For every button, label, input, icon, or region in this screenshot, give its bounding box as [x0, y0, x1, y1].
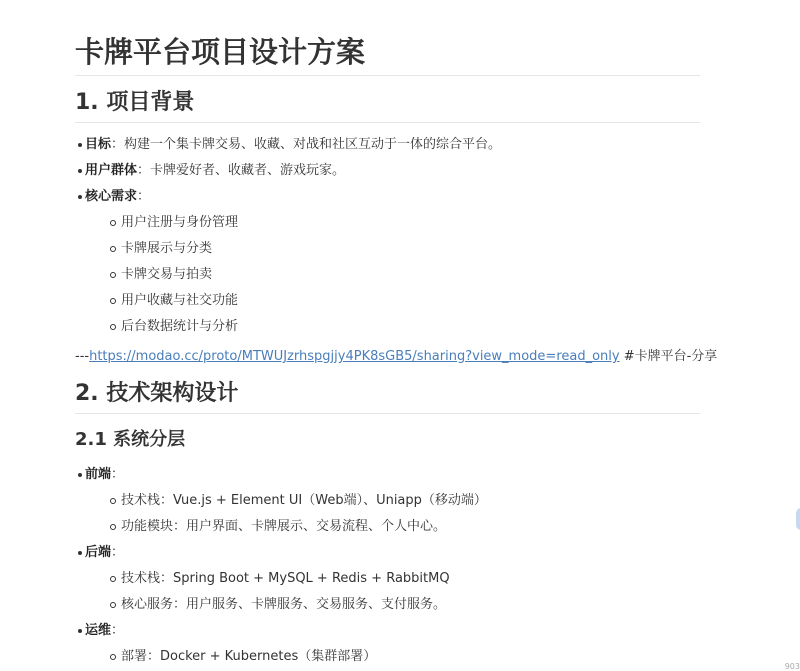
frontend-item: 功能模块：用户界面、卡牌展示、交易流程、个人中心。 — [121, 517, 446, 537]
core-need-item: 卡牌展示与分类 — [121, 239, 212, 259]
page-title: 卡牌平台项目设计方案 — [75, 33, 700, 76]
core-needs-label: 核心需求 — [85, 189, 138, 204]
backend-sep: ： — [111, 545, 125, 560]
goal-label: 目标 — [85, 137, 112, 152]
prototype-link[interactable]: https://modao.cc/proto/MTWUJzrhspgjjy4PK8sGB5/sharing?view_mode=read_only — [89, 349, 620, 364]
share-link-line — [75, 347, 717, 367]
section-heading-architecture: 2. 技术架构设计 — [75, 379, 700, 414]
ops-label: 运维 — [85, 623, 112, 638]
list-item-core-needs — [85, 187, 150, 207]
backend-item: 技术栈：Spring Boot + MySQL + Redis + RabbitMQ — [121, 569, 450, 589]
share-tag: #卡牌平台-分享 — [619, 349, 718, 364]
section-heading-background: 1. 项目背景 — [75, 88, 700, 123]
users-text: ：卡牌爱好者、收藏者、游戏玩家。 — [137, 163, 346, 178]
core-need-item: 用户收藏与社交功能 — [121, 291, 238, 311]
ops-sep: ： — [111, 623, 125, 638]
scroll-indicator[interactable] — [796, 508, 800, 530]
core-need-item: 用户注册与身份管理 — [121, 213, 238, 233]
subsection-heading-layers: 2.1 系统分层 — [75, 429, 186, 450]
link-prefix: --- — [75, 349, 90, 364]
list-item-goal — [85, 135, 501, 155]
goal-text: ：构建一个集卡牌交易、收藏、对战和社区互动于一体的综合平台。 — [111, 137, 502, 152]
users-label: 用户群体 — [85, 163, 138, 178]
list-item-users — [85, 161, 345, 181]
backend-label: 后端 — [85, 545, 112, 560]
frontend-item: 技术栈：Vue.js + Element UI（Web端）、Uniapp（移动端） — [121, 491, 487, 511]
frontend-sep: ： — [111, 467, 125, 482]
backend-item: 核心服务：用户服务、卡牌服务、交易服务、支付服务。 — [121, 595, 446, 615]
list-item-backend — [85, 543, 124, 563]
frontend-label: 前端 — [85, 467, 112, 482]
list-item-frontend — [85, 465, 124, 485]
page-number: 903 — [784, 662, 800, 671]
list-item-ops — [85, 621, 124, 641]
ops-item: 部署：Docker + Kubernetes（集群部署） — [121, 647, 376, 667]
core-needs-sep: ： — [137, 189, 151, 204]
core-need-item: 后台数据统计与分析 — [121, 317, 238, 337]
core-need-item: 卡牌交易与拍卖 — [121, 265, 212, 285]
